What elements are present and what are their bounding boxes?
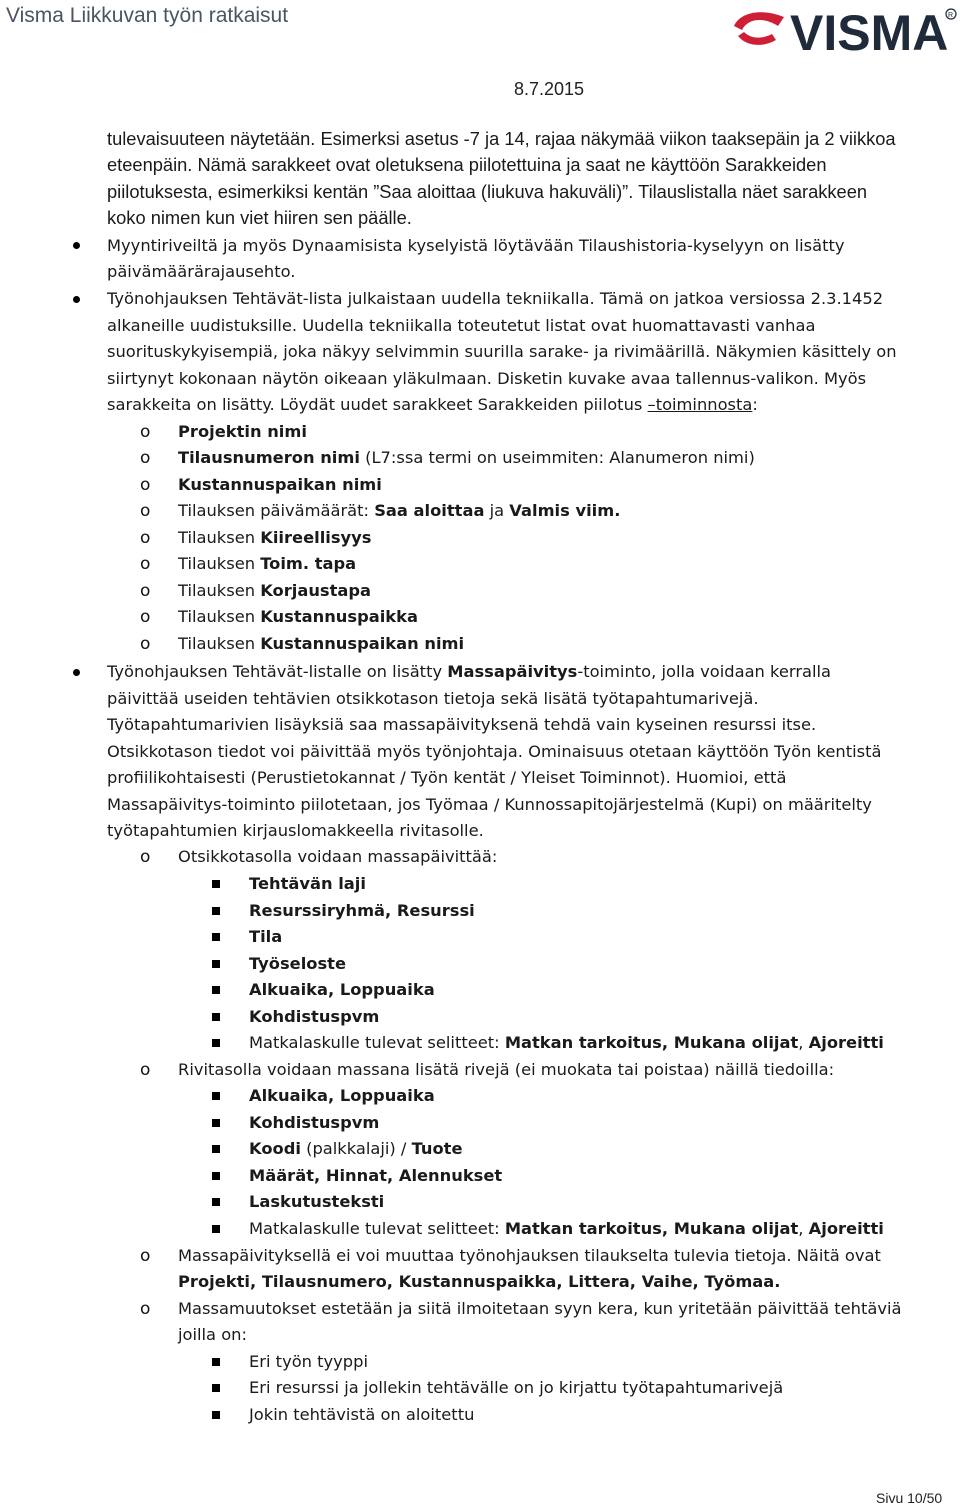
tehtavat-line: sarakkeita on lisätty. Löydät uudet sarakkeet Sarakkeiden piilotus –toiminnosta: [107,395,758,414]
sub-bullet-icon: o [140,1060,151,1080]
rivitaso-item: Alkuaika, Loppuaika [249,1086,435,1105]
visma-logo-icon [732,4,957,54]
massapaivitys-line: Otsikkotason tiedot voi päivittää myös työnjohtaja. Ominaisuus otetaan käyttöön Työn kentistä [107,742,882,761]
square-bullet-icon [212,1092,220,1100]
square-bullet-icon [212,1119,220,1127]
column-item: Tilauksen päivämäärät: Saa aloittaa ja Valmis viim. [178,501,621,520]
square-bullet-icon [212,880,220,888]
sub-bullet-icon: o [140,581,151,601]
square-bullet-icon [212,1145,220,1153]
sub-bullet-icon: o [140,422,151,442]
otsikko-item: Kohdistuspvm [249,1007,380,1026]
sub-bullet-icon: o [140,847,151,867]
square-bullet-icon [212,1039,220,1047]
myynti-line: Myyntiriveiltä ja myös Dynaamisista kyselyistä löytävään Tilaushistoria-kyselyyn on lisätty [107,236,845,255]
bullet-icon [73,242,80,249]
square-bullet-icon [212,1225,220,1233]
rivitaso-item: Määrät, Hinnat, Alennukset [249,1166,503,1185]
square-bullet-icon [212,1358,220,1366]
tehtavat-line: Työnohjauksen Tehtävät-lista julkaistaan uudella tekniikalla. Tämä on jatkoa versiossa 2.3.1452 [107,289,884,308]
intro-line: eteenpäin. Nämä sarakkeet ovat oletuksena piilotettuina ja saat ne käyttöön Sarakkeiden [107,154,827,175]
rivitaso-heading: Rivitasolla voidaan massana lisätä rivejä (ei muokata tai poistaa) näillä tiedoilla: [178,1060,835,1079]
bullet-icon [73,296,80,303]
square-bullet-icon [212,960,220,968]
massapaivitys-line: päivittää useiden tehtävien otsikkotason tietoja sekä lisätä työtapahtumarivejä. [107,689,759,708]
massapaivitys-line: Massapäivitys-toiminto piilotetaan, jos Työmaa / Kunnossapitojärjestelmä (Kupi) on määritelty [107,795,872,814]
sub-bullet-icon: o [140,634,151,654]
rivitaso-item: Koodi (palkkalaji) / Tuote [249,1139,463,1158]
square-bullet-icon [212,1384,220,1392]
sub-bullet-icon: o [140,501,151,521]
column-item: Tilausnumeron nimi (L7:ssa termi on useimmiten: Alanumeron nimi) [178,448,755,467]
sub-bullet-icon: o [140,448,151,468]
intro-line: tulevaisuuteen näytetään. Esimerksi asetus -7 ja 14, rajaa näkymää viikon taaksepäin ja 2 viikkoa [107,128,896,149]
eimuuta-line: Projekti, Tilausnumero, Kustannuspaikka, Littera, Vaihe, Työmaa. [178,1272,781,1291]
estetaan-item: Eri resurssi ja jollekin tehtävälle on jo kirjattu työtapahtumarivejä [249,1378,784,1397]
bullet-icon [73,669,80,676]
square-bullet-icon [212,907,220,915]
sub-bullet-icon: o [140,607,151,627]
tehtavat-line: suorituskykyisempiä, joka näkyy selvimmin suurilla sarake- ja rivimäärillä. Näkymien käsittely on [107,342,897,361]
estetaan-line: Massamuutokset estetään ja siitä ilmoitetaan syyn kera, kun yritetään päivittää tehtäviä [178,1299,902,1318]
otsikko-item: Työseloste [249,954,346,973]
sub-bullet-icon: o [140,1299,151,1319]
rivitaso-item: Kohdistuspvm [249,1113,380,1132]
massapaivitys-line: Työnohjauksen Tehtävät-listalle on lisätty Massapäivitys-toiminto, jolla voidaan kerralla [107,662,832,681]
otsikko-item: Alkuaika, Loppuaika [249,980,435,999]
svg-text:VISMA: VISMA [790,5,949,54]
tehtavat-line: alkaneille uudistuksille. Uudella tekniikalla toteutetut listat ovat huomattavasti vanhaa [107,316,816,335]
square-bullet-icon [212,933,220,941]
document-date: 8.7.2015 [514,79,585,99]
intro-line: koko nimen kun viet hiiren sen päälle. [107,207,412,228]
massapaivitys-line: profiilikohtaisesti (Perustietokannat / Työn kentät / Yleiset Toiminnot). Huomioi, että [107,768,787,787]
column-item: Tilauksen Kiireellisyys [178,528,372,547]
visma-logo [732,4,957,54]
column-item: Tilauksen Kustannuspaikka [178,607,418,626]
document-header-title: Visma Liikkuvan työn ratkaisut [6,4,289,27]
square-bullet-icon [212,1013,220,1021]
massapaivitys-line: Työtapahtumarivien lisäyksiä saa massapäivityksenä tehdä vain kyseinen resurssi itse. [107,715,817,734]
otsikko-item: Tehtävän laji [249,874,366,893]
page-number: Sivu 10/50 [876,1490,943,1506]
intro-line: piilotuksesta, esimerkiksi kentän ”Saa aloittaa (liukuva hakuväli)”. Tilauslistalla näet sarakkeen [107,181,868,202]
otsikko-heading: Otsikkotasolla voidaan massapäivittää: [178,847,498,866]
rivitaso-item: Laskutusteksti [249,1192,385,1211]
sub-bullet-icon: o [140,554,151,574]
svg-text:R: R [948,12,954,19]
myynti-line: päivämäärärajausehto. [107,262,296,281]
eimuuta-line: Massapäivityksellä ei voi muuttaa työnohjauksen tilaukselta tulevia tietoja. Näitä ovat [178,1246,881,1265]
square-bullet-icon [212,1172,220,1180]
column-item: Tilauksen Kustannuspaikan nimi [178,634,465,653]
column-item: Projektin nimi [178,422,307,441]
rivitaso-item: Matkalaskulle tulevat selitteet: Matkan tarkoitus, Mukana olijat, Ajoreitti [249,1219,884,1238]
column-item: Tilauksen Korjaustapa [178,581,372,600]
sub-bullet-icon: o [140,1246,151,1266]
column-item: Kustannuspaikan nimi [178,475,382,494]
sub-bullet-icon: o [140,475,151,495]
otsikko-item: Tila [249,927,283,946]
tehtavat-line: siirtynyt kokonaan näytön oikeaan yläkulmaan. Disketin kuvake avaa tallennus-valikon. Myös [107,369,867,388]
square-bullet-icon [212,986,220,994]
massapaivitys-line: työtapahtumien kirjauslomakkeella rivitasolle. [107,821,484,840]
otsikko-item: Resurssiryhmä, Resurssi [249,901,475,920]
estetaan-item: Eri työn tyyppi [249,1352,369,1371]
square-bullet-icon [212,1198,220,1206]
column-item: Tilauksen Toim. tapa [178,554,357,573]
square-bullet-icon [212,1411,220,1419]
estetaan-item: Jokin tehtävistä on aloitettu [249,1405,475,1424]
otsikko-item: Matkalaskulle tulevat selitteet: Matkan tarkoitus, Mukana olijat, Ajoreitti [249,1033,884,1052]
estetaan-line: joilla on: [178,1325,247,1344]
sub-bullet-icon: o [140,528,151,548]
